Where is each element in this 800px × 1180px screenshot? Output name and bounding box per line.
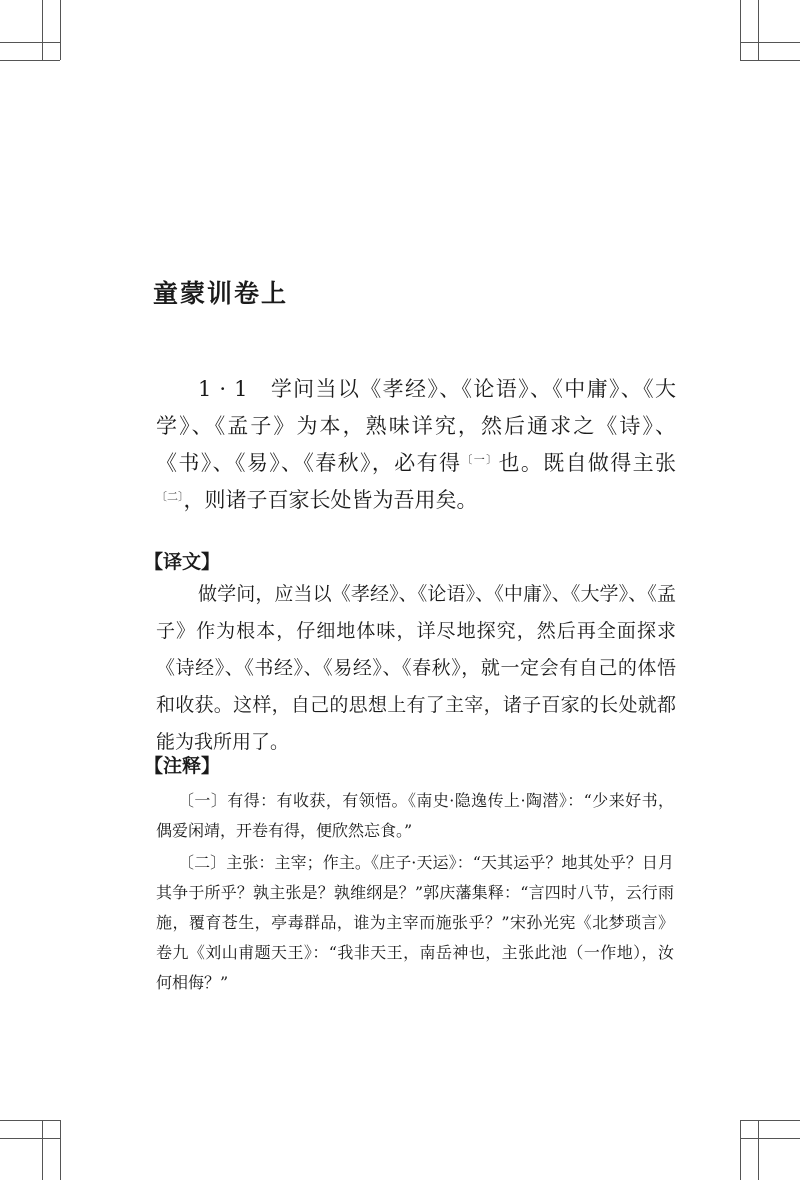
note-ref-1[interactable]: 〔一〕 — [461, 453, 499, 466]
passage-number: 1 · 1 — [198, 377, 248, 401]
translation-text: 做学问，应当以《孝经》、《论语》、《中庸》、《大学》、《孟子》作为根本，仔细地体味，详尽地探究，然后再全面探求《诗经》、《书经》、《易经》、《春秋》，就一定会有自己的体悟和收获。这样，自己的思想上有了主宰，诸子百家的长处就都能为我所用了。 — [156, 583, 676, 753]
crop-mark — [740, 1120, 741, 1180]
crop-mark — [60, 0, 61, 60]
crop-mark — [740, 42, 800, 43]
note-item: 〔一〕有得：有收获，有领悟。《南史·隐逸传上·陶潜》：“少来好书，偶爱闲靖，开卷有得，便欣然忘食。” — [156, 791, 674, 840]
crop-mark — [42, 0, 43, 60]
crop-mark — [60, 1120, 61, 1180]
passage-text: 学问当以《孝经》、《论语》、《中庸》、《大学》、《孟子》为本，熟味详究，然后通求之《诗》、《书》、《易》、《春秋》，必有得 — [156, 377, 676, 475]
page-title: 童蒙训卷上 — [153, 279, 289, 308]
crop-mark — [758, 0, 759, 60]
note-ref-2[interactable]: 〔二〕 — [156, 490, 184, 503]
notes-heading: 【注释】 — [144, 755, 221, 777]
crop-mark — [0, 60, 60, 61]
note-item: 〔二〕主张：主宰；作主。《庄子·天运》：“天其运乎？地其处乎？日月其争于所乎？孰主张是？孰维纲是？”郭庆藩集释：“言四时八节，云行雨施，覆育苍生，亭毒群品，谁为主宰而施张乎？”宋孙光宪《北梦琐言》卷九《刘山甫题天王》：“我非天王，南岳神也，主张此池（一作地），汝何相侮？” — [156, 853, 674, 992]
crop-mark — [758, 1120, 759, 1180]
crop-mark — [0, 1138, 60, 1139]
crop-mark — [740, 0, 741, 60]
main-passage — [156, 371, 676, 519]
crop-mark — [740, 1138, 800, 1139]
translation-heading: 【译文】 — [144, 551, 221, 573]
crop-mark — [0, 42, 60, 43]
passage-text: ，则诸子百家长处皆为吾用矣。 — [183, 488, 478, 512]
passage-text: 也。既自做得主张 — [498, 451, 677, 475]
crop-mark — [0, 1120, 60, 1121]
crop-mark — [42, 1120, 43, 1180]
crop-mark — [740, 1120, 800, 1121]
crop-mark — [740, 60, 800, 61]
